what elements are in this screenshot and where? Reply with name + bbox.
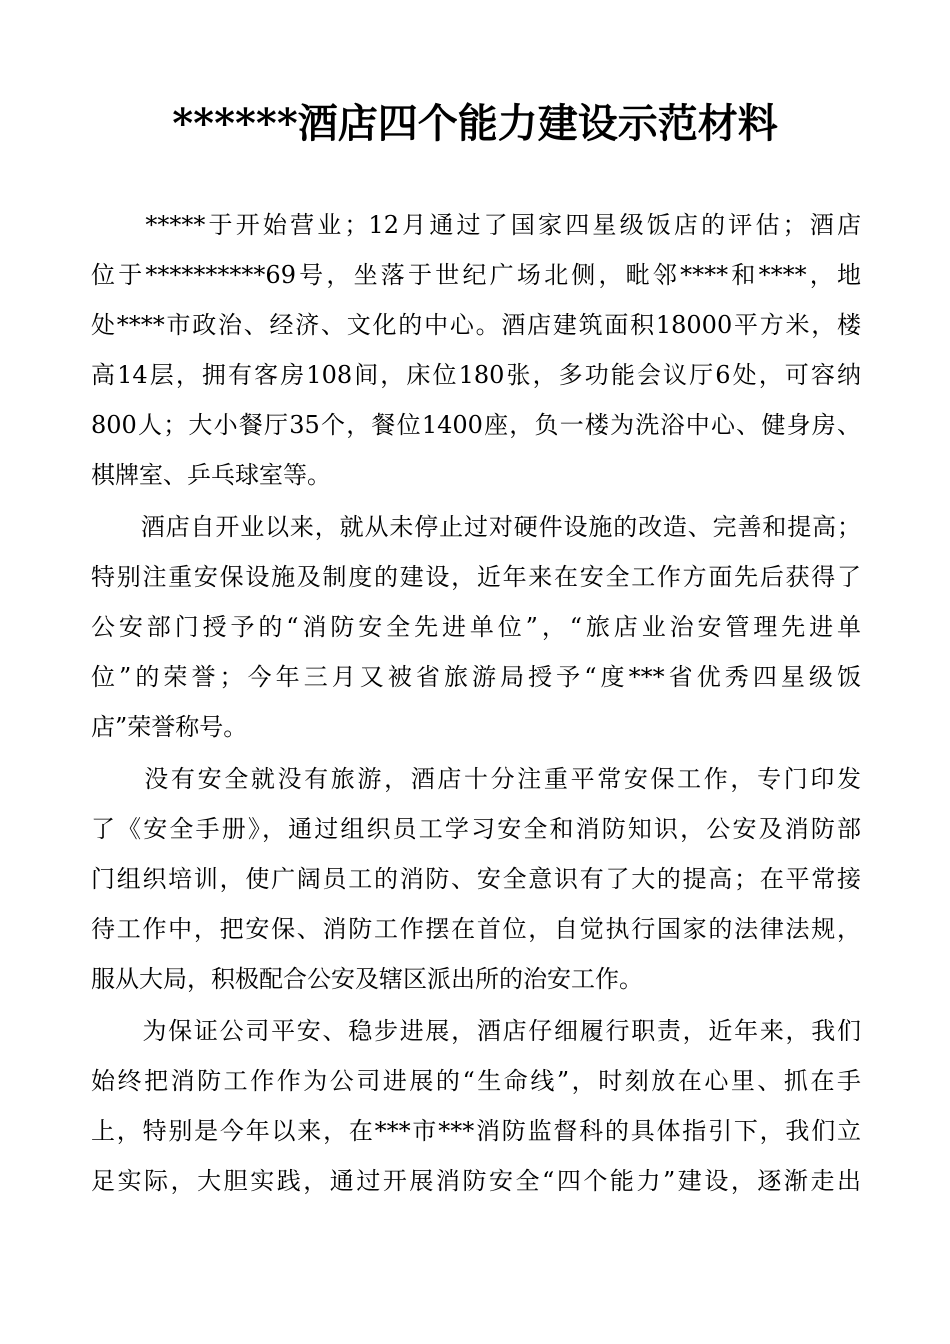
paragraph-3 xyxy=(91,754,861,1004)
paragraph-line: 门组织培训，使广阔员工的消防、安全意识有了大的提高；在平常接 xyxy=(91,865,861,893)
paragraph-line: 特别注重安保设施及制度的建设，近年来在安全工作方面先后获得了 xyxy=(91,563,861,591)
paragraph-line: 服从大局，积极配合公安及辖区派出所的治安工作。 xyxy=(91,965,643,993)
paragraph-line: 高14层，拥有客房108间，床位180张，多功能会议厅6处，可容纳 xyxy=(91,361,861,389)
paragraph-line: 没有安全就没有旅游，酒店十分注重平常安保工作，专门印发 xyxy=(91,765,861,793)
paragraph-line: 待工作中，把安保、消防工作摆在首位，自觉执行国家的法律法规， xyxy=(91,915,861,943)
paragraph-2 xyxy=(91,502,861,752)
paragraph-line: 位”的荣誉；今年三月又被省旅游局授予“度***省优秀四星级饭 xyxy=(91,663,861,691)
paragraph-line: 店”荣誉称号。 xyxy=(91,713,248,741)
paragraph-line: 始终把消防工作作为公司进展的“生命线”，时刻放在心里、抓在手 xyxy=(91,1067,861,1095)
paragraph-line: 公安部门授予的“消防安全先进单位”，“旅店业治安管理先进单 xyxy=(91,613,861,641)
paragraph-line: 位于**********69号，坐落于世纪广场北侧，毗邻****和****，地 xyxy=(91,261,861,289)
paragraph-line: 800人；大小餐厅35个，餐位1400座，负一楼为洗浴中心、健身房、 xyxy=(91,411,861,439)
paragraph-line: 足实际，大胆实践，通过开展消防安全“四个能力”建设，逐渐走出 xyxy=(91,1167,861,1195)
paragraph-line: 酒店自开业以来，就从未停止过对硬件设施的改造、完善和提高； xyxy=(91,513,861,541)
paragraph-line: 棋牌室、乒乓球室等。 xyxy=(91,461,331,489)
document-body xyxy=(91,200,861,1206)
paragraph-line: 了《安全手册》，通过组织员工学习安全和消防知识，公安及消防部 xyxy=(91,815,861,843)
document-title: ******酒店四个能力建设示范材料 xyxy=(172,100,778,147)
paragraph-4 xyxy=(91,1006,861,1206)
paragraph-line: *****于开始营业；12月通过了国家四星级饭店的评估；酒店 xyxy=(91,211,861,239)
paragraph-line: 为保证公司平安、稳步进展，酒店仔细履行职责，近年来，我们 xyxy=(91,1017,861,1045)
paragraph-line: 上，特别是今年以来，在***市***消防监督科的具体指引下，我们立 xyxy=(91,1117,861,1145)
paragraph-1 xyxy=(91,200,861,500)
paragraph-line: 处****市政治、经济、文化的中心。酒店建筑面积18000平方米，楼 xyxy=(91,311,861,339)
